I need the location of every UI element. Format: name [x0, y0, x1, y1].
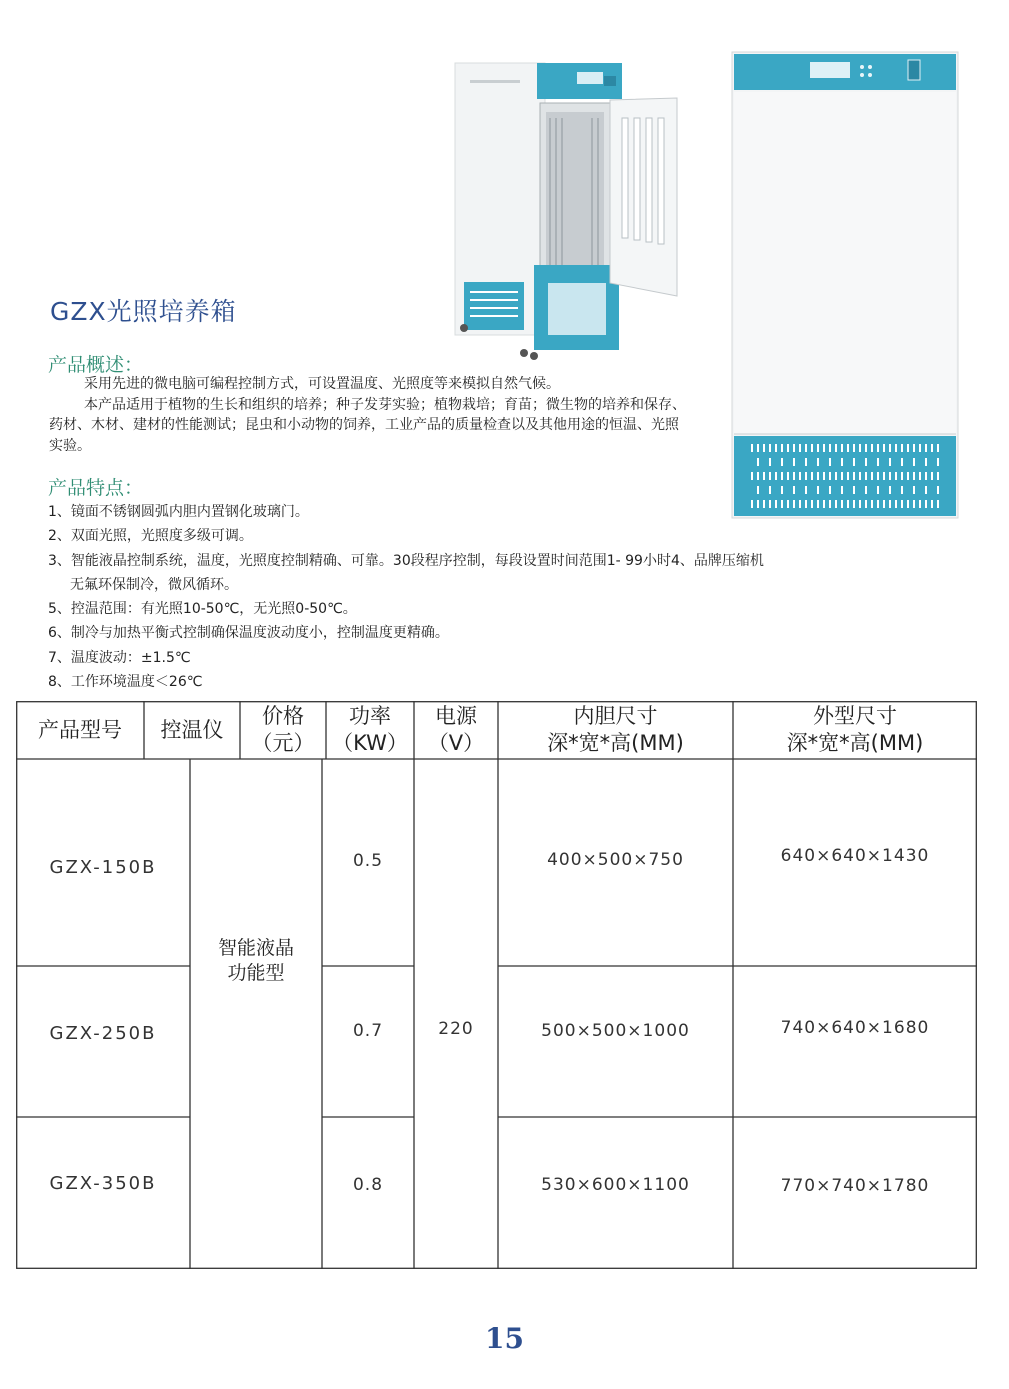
row-model: GZX-350B	[49, 1173, 157, 1194]
row-power: 0.5	[352, 850, 384, 871]
header-supply	[414, 701, 498, 759]
header-price	[240, 701, 326, 759]
feature-item: 6、制冷与加热平衡式控制确保温度波动度小，控制温度更精确。	[48, 625, 449, 642]
feature-item: 2、双面光照，光照度多级可调。	[48, 528, 253, 545]
controller-type	[190, 926, 322, 996]
controller-type-line1: 智能液晶	[217, 937, 294, 959]
controller-type-line2: 功能型	[227, 962, 285, 984]
row-inner-size: 500×500×1000	[541, 1021, 690, 1041]
feature-item: 8、工作环境温度＜26℃	[48, 674, 203, 691]
incubator-open-photo	[452, 58, 687, 363]
features-list	[48, 500, 908, 694]
header-model	[16, 701, 144, 759]
feature-item: 3、智能液晶控制系统，温度，光照度控制精确、可靠。30段程序控制，每段设置时间范围1- 99小时4、品牌压缩机	[48, 552, 764, 569]
header-price-line1: 价格	[262, 704, 304, 728]
header-power-line2: （KW）	[332, 731, 408, 755]
incubator-closed-photo	[730, 48, 962, 522]
feature-item: 7、温度波动：±1.5℃	[48, 649, 191, 666]
row-model: GZX-150B	[49, 857, 157, 878]
feature-item: 5、控温范围：有光照10-50℃，无光照0-50℃。	[48, 601, 357, 618]
features-heading: 产品特点：	[48, 477, 144, 499]
page-number: 15	[485, 1322, 524, 1355]
header-supply-line2: （V）	[427, 731, 485, 755]
header-price-line2: （元）	[251, 731, 315, 755]
header-inner-size	[498, 701, 733, 759]
header-inner-line1: 内胆尺寸	[573, 704, 658, 728]
header-controller-label: 控温仪	[160, 717, 224, 742]
row-power: 0.7	[352, 1021, 384, 1041]
header-outer-line1: 外型尺寸	[813, 704, 897, 728]
overview-text	[49, 374, 689, 456]
feature-item: 1、镜面不锈钢圆弧内胆内置钢化玻璃门。	[48, 504, 309, 520]
header-outer-line2: 深*宽*高(MM)	[786, 731, 924, 755]
row-outer-size: 640×640×1430	[780, 845, 930, 866]
header-power-line1: 功率	[349, 704, 391, 728]
header-outer-size	[733, 701, 977, 759]
row-outer-size: 770×740×1780	[780, 1175, 930, 1196]
header-inner-line2: 深*宽*高(MM)	[547, 731, 684, 755]
overview-paragraph-2: 本产品适用于植物的生长和组织的培养；种子发芽实验；植物栽培；育苗；微生物的培养和保存、药材、木材、建材的性能测试；昆虫和小动物的饲养，工业产品的质量检查以及其他用途的恒温、光照实验。	[49, 396, 686, 454]
page-title: GZX光照培养箱	[50, 297, 237, 326]
header-controller	[144, 701, 240, 759]
row-inner-size: 400×500×750	[547, 849, 684, 870]
spec-table	[16, 701, 977, 1269]
feature-item-continuation: 无氟环保制冷，微风循环。	[70, 576, 238, 593]
voltage-value: 220	[438, 1019, 474, 1039]
row-power: 0.8	[352, 1174, 384, 1195]
row-model: GZX-250B	[49, 1022, 157, 1044]
overview-heading: 产品概述：	[48, 354, 144, 376]
header-power	[326, 701, 414, 759]
row-inner-size: 530×600×1100	[541, 1174, 690, 1195]
header-model-label: 产品型号	[38, 717, 122, 742]
header-supply-line1: 电源	[435, 704, 477, 728]
overview-paragraph-1: 采用先进的微电脑可编程控制方式，可设置温度、光照度等来模拟自然气候。	[84, 376, 560, 392]
row-outer-size: 740×640×1680	[780, 1018, 930, 1038]
